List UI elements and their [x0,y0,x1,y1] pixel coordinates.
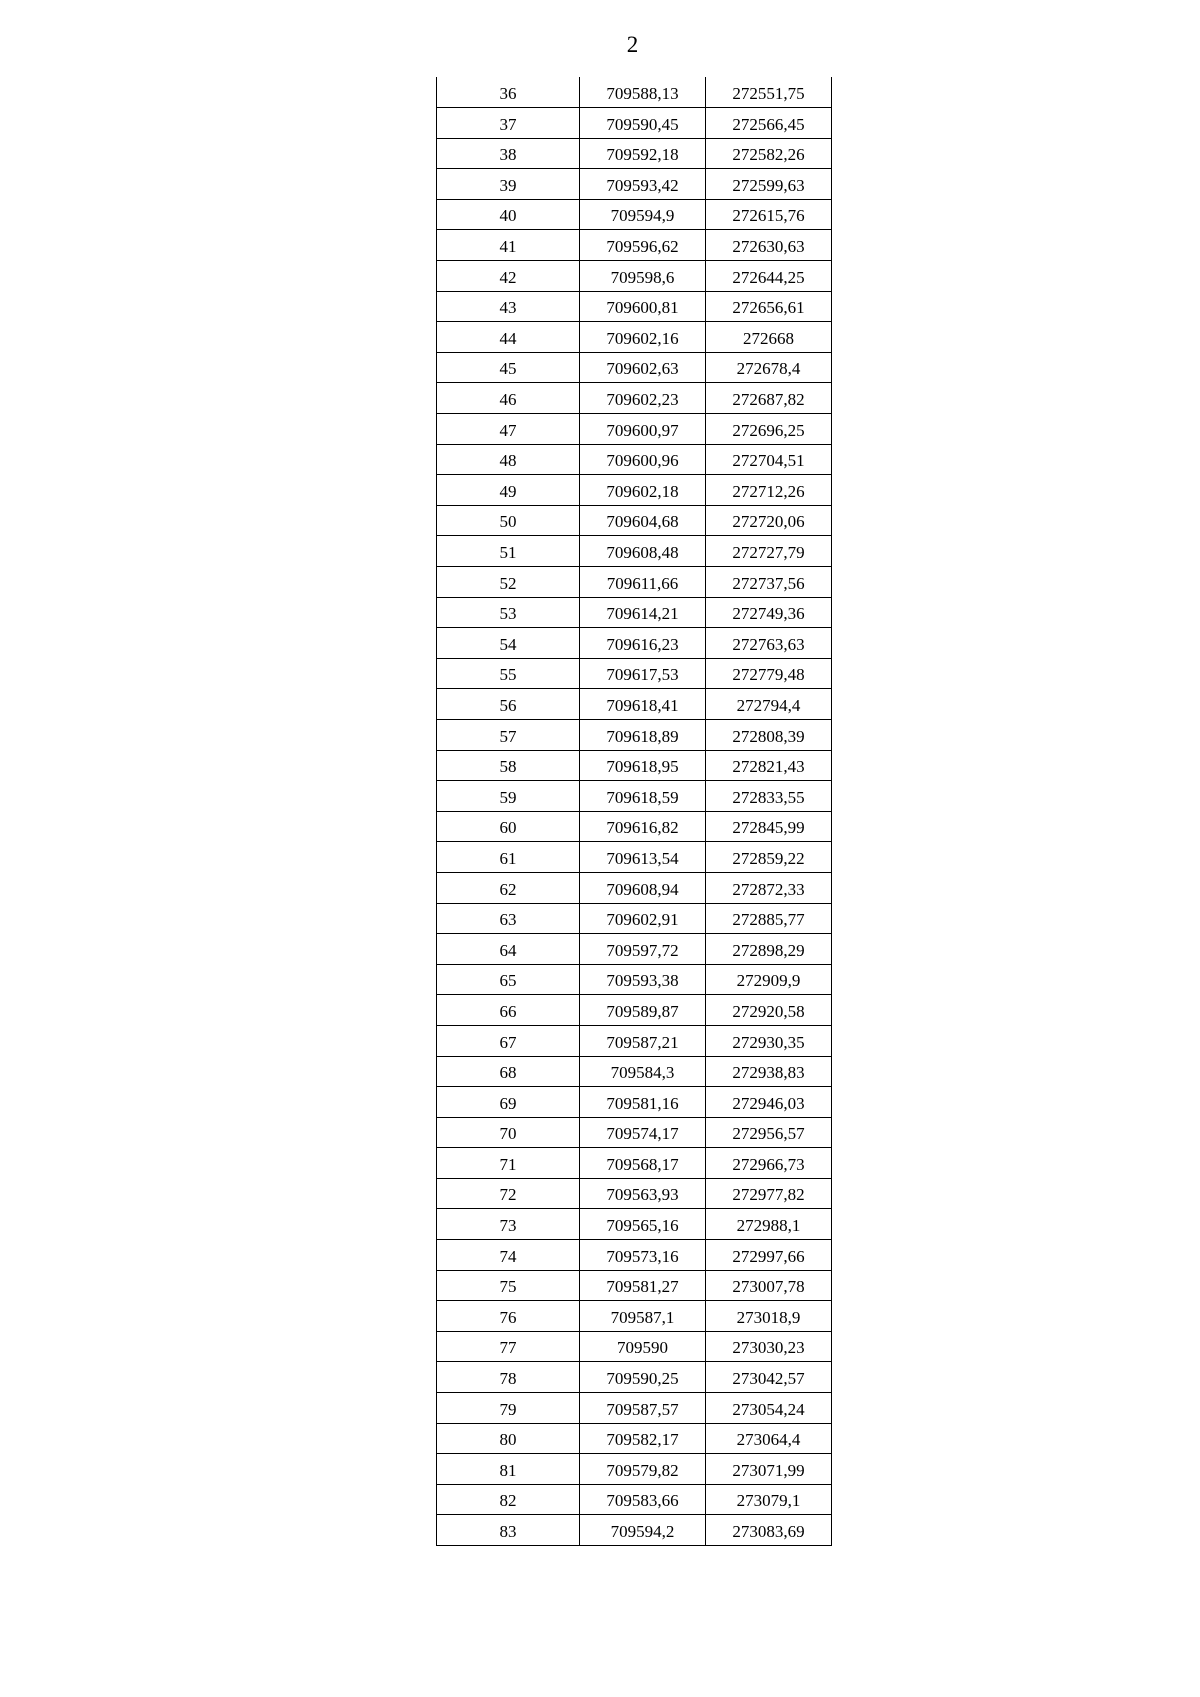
point-number-cell: 70 [437,1117,580,1148]
table-row [437,444,832,475]
point-number-cell: 54 [437,628,580,659]
table-row [437,1515,832,1546]
y-coordinate-cell: 272656,61 [706,291,832,322]
point-number-cell: 76 [437,1301,580,1332]
table-row [437,842,832,873]
y-coordinate-cell: 272956,57 [706,1117,832,1148]
x-coordinate-cell: 709581,16 [580,1087,706,1118]
table-row [437,505,832,536]
table-row [437,750,832,781]
point-number-cell: 37 [437,108,580,139]
y-coordinate-cell: 272630,63 [706,230,832,261]
point-number-cell: 57 [437,719,580,750]
y-coordinate-cell: 273054,24 [706,1393,832,1424]
point-number-cell: 43 [437,291,580,322]
x-coordinate-cell: 709563,93 [580,1178,706,1209]
x-coordinate-cell: 709602,23 [580,383,706,414]
table-row [437,1331,832,1362]
point-number-cell: 59 [437,781,580,812]
table-row [437,781,832,812]
point-number-cell: 75 [437,1270,580,1301]
point-number-cell: 41 [437,230,580,261]
point-number-cell: 52 [437,567,580,598]
y-coordinate-cell: 273042,57 [706,1362,832,1393]
point-number-cell: 44 [437,322,580,353]
y-coordinate-cell: 272946,03 [706,1087,832,1118]
point-number-cell: 71 [437,1148,580,1179]
table-row [437,322,832,353]
table-row [437,352,832,383]
y-coordinate-cell: 273071,99 [706,1454,832,1485]
y-coordinate-cell: 272977,82 [706,1178,832,1209]
y-coordinate-cell: 272566,45 [706,108,832,139]
table-row [437,414,832,445]
table-row [437,1240,832,1271]
table-row [437,475,832,506]
table-row [437,1025,832,1056]
y-coordinate-cell: 272551,75 [706,77,832,108]
y-coordinate-cell: 272668 [706,322,832,353]
y-coordinate-cell: 273083,69 [706,1515,832,1546]
coordinates-table-body [437,77,832,1546]
table-row [437,872,832,903]
x-coordinate-cell: 709600,81 [580,291,706,322]
x-coordinate-cell: 709608,48 [580,536,706,567]
table-row [437,169,832,200]
x-coordinate-cell: 709590 [580,1331,706,1362]
table-row [437,567,832,598]
x-coordinate-cell: 709617,53 [580,658,706,689]
y-coordinate-cell: 272988,1 [706,1209,832,1240]
table-row [437,1209,832,1240]
y-coordinate-cell: 272997,66 [706,1240,832,1271]
table-row [437,597,832,628]
y-coordinate-cell: 272833,55 [706,781,832,812]
table-row [437,261,832,292]
y-coordinate-cell: 272678,4 [706,352,832,383]
table-row [437,964,832,995]
x-coordinate-cell: 709618,59 [580,781,706,812]
table-row [437,903,832,934]
y-coordinate-cell: 272737,56 [706,567,832,598]
y-coordinate-cell: 273079,1 [706,1484,832,1515]
point-number-cell: 65 [437,964,580,995]
x-coordinate-cell: 709574,17 [580,1117,706,1148]
table-row [437,77,832,108]
table-row [437,1362,832,1393]
point-number-cell: 50 [437,505,580,536]
x-coordinate-cell: 709597,72 [580,934,706,965]
point-number-cell: 80 [437,1423,580,1454]
x-coordinate-cell: 709593,38 [580,964,706,995]
y-coordinate-cell: 272779,48 [706,658,832,689]
point-number-cell: 53 [437,597,580,628]
point-number-cell: 74 [437,1240,580,1271]
point-number-cell: 58 [437,750,580,781]
x-coordinate-cell: 709602,63 [580,352,706,383]
table-row [437,1393,832,1424]
y-coordinate-cell: 272909,9 [706,964,832,995]
point-number-cell: 48 [437,444,580,475]
x-coordinate-cell: 709602,18 [580,475,706,506]
x-coordinate-cell: 709596,62 [580,230,706,261]
table-row [437,719,832,750]
y-coordinate-cell: 272696,25 [706,414,832,445]
point-number-cell: 73 [437,1209,580,1240]
table-row [437,628,832,659]
point-number-cell: 67 [437,1025,580,1056]
y-coordinate-cell: 272885,77 [706,903,832,934]
table-row [437,1087,832,1118]
x-coordinate-cell: 709594,2 [580,1515,706,1546]
table-row [437,995,832,1026]
table-row [437,811,832,842]
point-number-cell: 51 [437,536,580,567]
point-number-cell: 66 [437,995,580,1026]
x-coordinate-cell: 709618,89 [580,719,706,750]
x-coordinate-cell: 709613,54 [580,842,706,873]
table-row [437,108,832,139]
y-coordinate-cell: 272845,99 [706,811,832,842]
table-row [437,1423,832,1454]
point-number-cell: 56 [437,689,580,720]
table-row [437,658,832,689]
x-coordinate-cell: 709568,17 [580,1148,706,1179]
x-coordinate-cell: 709590,45 [580,108,706,139]
point-number-cell: 36 [437,77,580,108]
x-coordinate-cell: 709614,21 [580,597,706,628]
point-number-cell: 40 [437,199,580,230]
table-row [437,138,832,169]
y-coordinate-cell: 272763,63 [706,628,832,659]
x-coordinate-cell: 709587,21 [580,1025,706,1056]
y-coordinate-cell: 272712,26 [706,475,832,506]
y-coordinate-cell: 272938,83 [706,1056,832,1087]
coordinates-table [436,77,832,1546]
x-coordinate-cell: 709588,13 [580,77,706,108]
y-coordinate-cell: 272582,26 [706,138,832,169]
y-coordinate-cell: 272687,82 [706,383,832,414]
table-row [437,1484,832,1515]
x-coordinate-cell: 709600,96 [580,444,706,475]
x-coordinate-cell: 709618,41 [580,689,706,720]
x-coordinate-cell: 709583,66 [580,1484,706,1515]
point-number-cell: 39 [437,169,580,200]
table-row [437,230,832,261]
point-number-cell: 83 [437,1515,580,1546]
x-coordinate-cell: 709590,25 [580,1362,706,1393]
x-coordinate-cell: 709600,97 [580,414,706,445]
y-coordinate-cell: 272727,79 [706,536,832,567]
y-coordinate-cell: 272599,63 [706,169,832,200]
point-number-cell: 69 [437,1087,580,1118]
x-coordinate-cell: 709593,42 [580,169,706,200]
point-number-cell: 68 [437,1056,580,1087]
x-coordinate-cell: 709581,27 [580,1270,706,1301]
table-row [437,1056,832,1087]
point-number-cell: 72 [437,1178,580,1209]
table-row [437,199,832,230]
x-coordinate-cell: 709582,17 [580,1423,706,1454]
x-coordinate-cell: 709618,95 [580,750,706,781]
x-coordinate-cell: 709602,91 [580,903,706,934]
table-row [437,1117,832,1148]
x-coordinate-cell: 709604,68 [580,505,706,536]
point-number-cell: 61 [437,842,580,873]
table-row [437,1178,832,1209]
x-coordinate-cell: 709602,16 [580,322,706,353]
y-coordinate-cell: 273007,78 [706,1270,832,1301]
point-number-cell: 64 [437,934,580,965]
y-coordinate-cell: 272930,35 [706,1025,832,1056]
point-number-cell: 46 [437,383,580,414]
point-number-cell: 77 [437,1331,580,1362]
table-row [437,1148,832,1179]
y-coordinate-cell: 272749,36 [706,597,832,628]
y-coordinate-cell: 273018,9 [706,1301,832,1332]
y-coordinate-cell: 272720,06 [706,505,832,536]
table-row [437,536,832,567]
table-row [437,934,832,965]
y-coordinate-cell: 272644,25 [706,261,832,292]
point-number-cell: 62 [437,872,580,903]
y-coordinate-cell: 273064,4 [706,1423,832,1454]
x-coordinate-cell: 709592,18 [580,138,706,169]
point-number-cell: 60 [437,811,580,842]
point-number-cell: 81 [437,1454,580,1485]
table-row [437,291,832,322]
point-number-cell: 78 [437,1362,580,1393]
table-row [437,383,832,414]
x-coordinate-cell: 709608,94 [580,872,706,903]
point-number-cell: 79 [437,1393,580,1424]
x-coordinate-cell: 709589,87 [580,995,706,1026]
x-coordinate-cell: 709616,82 [580,811,706,842]
x-coordinate-cell: 709611,66 [580,567,706,598]
x-coordinate-cell: 709584,3 [580,1056,706,1087]
y-coordinate-cell: 272808,39 [706,719,832,750]
table-row [437,1270,832,1301]
point-number-cell: 47 [437,414,580,445]
table-row [437,1301,832,1332]
y-coordinate-cell: 272898,29 [706,934,832,965]
y-coordinate-cell: 272872,33 [706,872,832,903]
x-coordinate-cell: 709579,82 [580,1454,706,1485]
table-row [437,689,832,720]
point-number-cell: 38 [437,138,580,169]
x-coordinate-cell: 709565,16 [580,1209,706,1240]
y-coordinate-cell: 272920,58 [706,995,832,1026]
x-coordinate-cell: 709573,16 [580,1240,706,1271]
y-coordinate-cell: 272821,43 [706,750,832,781]
y-coordinate-cell: 272704,51 [706,444,832,475]
point-number-cell: 42 [437,261,580,292]
y-coordinate-cell: 273030,23 [706,1331,832,1362]
x-coordinate-cell: 709598,6 [580,261,706,292]
point-number-cell: 55 [437,658,580,689]
x-coordinate-cell: 709616,23 [580,628,706,659]
point-number-cell: 63 [437,903,580,934]
x-coordinate-cell: 709594,9 [580,199,706,230]
table-row [437,1454,832,1485]
y-coordinate-cell: 272859,22 [706,842,832,873]
y-coordinate-cell: 272966,73 [706,1148,832,1179]
page-number: 2 [626,32,639,57]
y-coordinate-cell: 272615,76 [706,199,832,230]
point-number-cell: 49 [437,475,580,506]
y-coordinate-cell: 272794,4 [706,689,832,720]
point-number-cell: 82 [437,1484,580,1515]
x-coordinate-cell: 709587,57 [580,1393,706,1424]
x-coordinate-cell: 709587,1 [580,1301,706,1332]
point-number-cell: 45 [437,352,580,383]
